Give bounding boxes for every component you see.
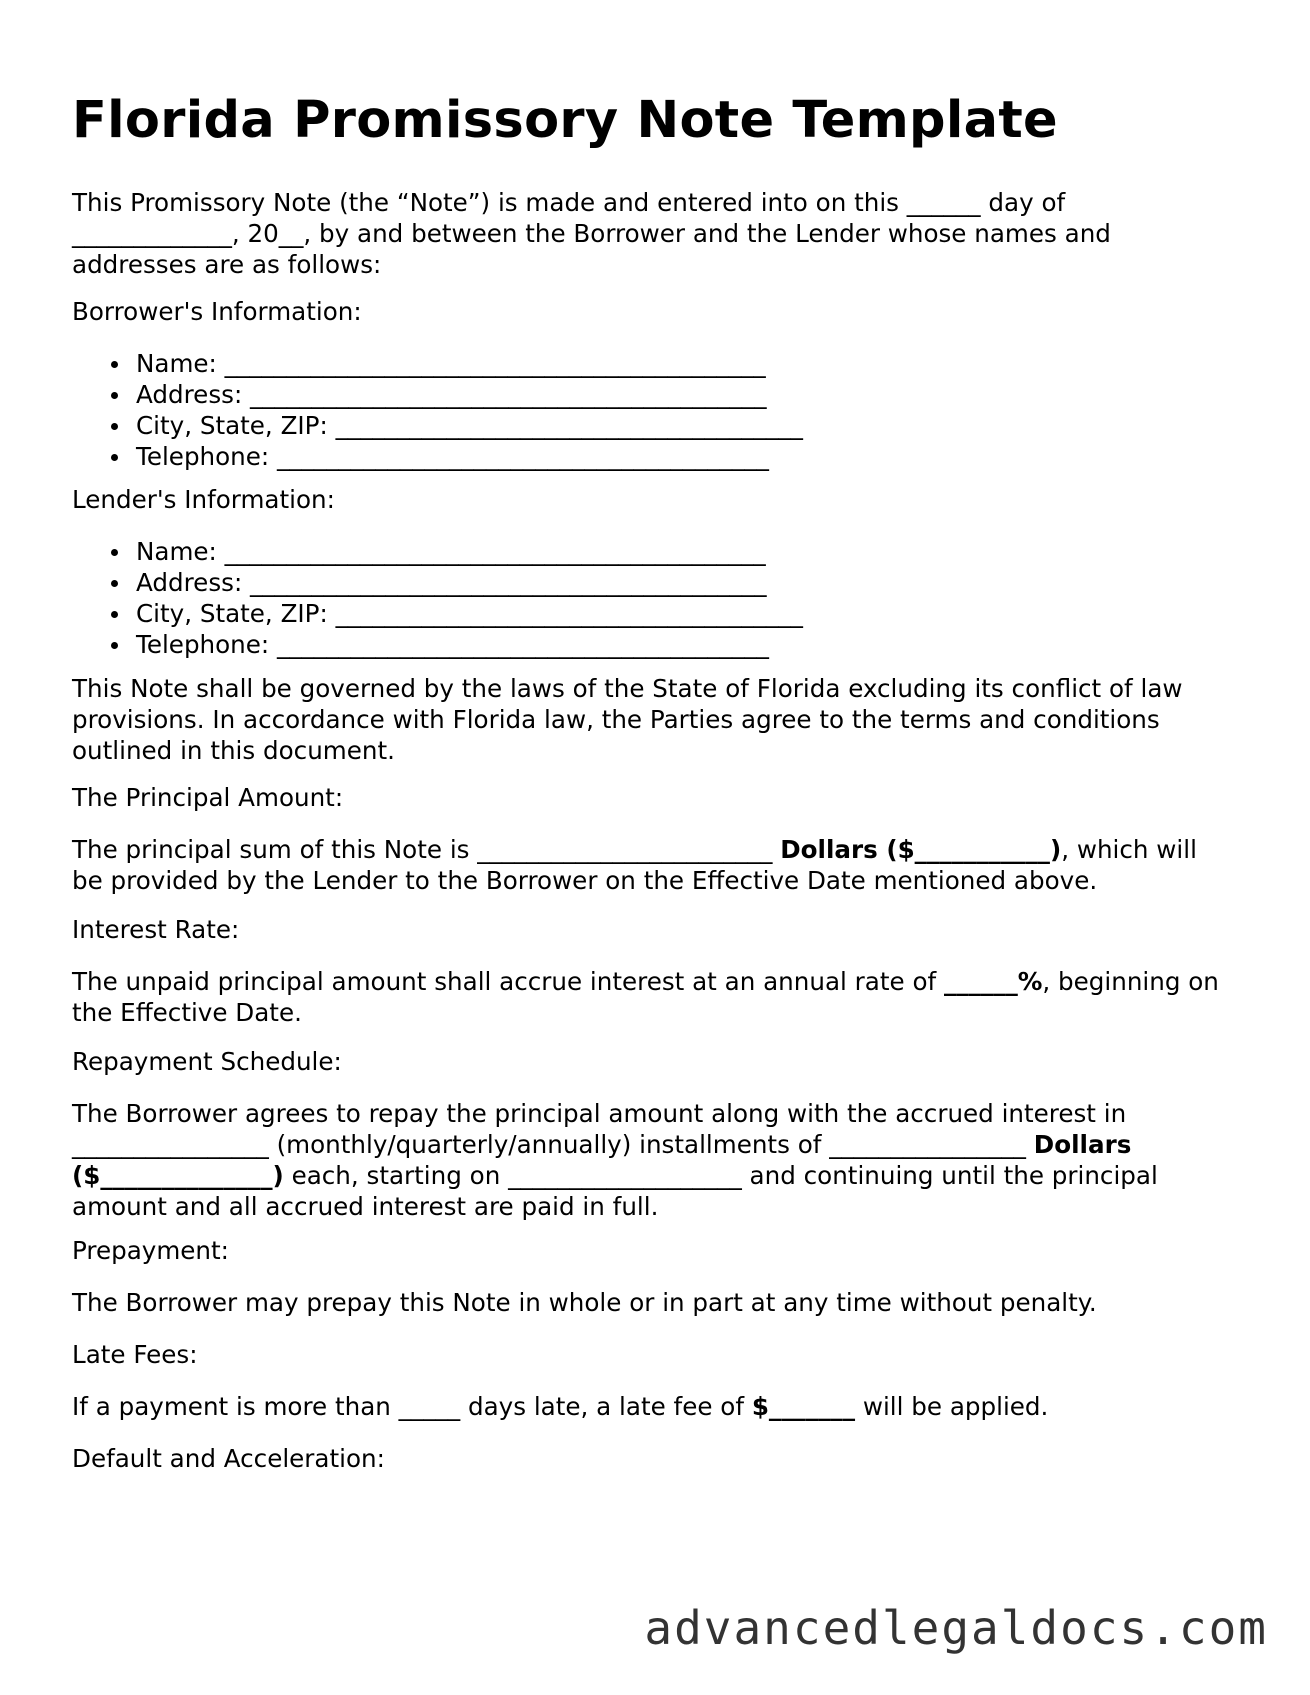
interest-paragraph [72,966,1232,1028]
lender-address-field: Address: __________________________________________ [136,567,803,598]
lender-fields [72,536,803,660]
repayment-text-post: each, starting on ___________________ and continuing until the principal amount and all accrued interest are paid in full. [72,1161,1158,1221]
borrower-name-field: Name: ____________________________________________ [136,348,803,379]
lender-city-field: City, State, ZIP: ______________________________________ [136,599,803,628]
interest-heading: Interest Rate: [72,915,240,944]
repayment-text-bold: Dollars ($______________) [72,1130,1132,1190]
lender-telephone-field: Telephone: ________________________________________ [136,629,803,660]
late-fees-text-post: will be applied. [855,1392,1049,1421]
lender-heading: Lender's Information: [72,485,335,514]
interest-text-bold: ______% [943,967,1043,996]
repayment-heading: Repayment Schedule: [72,1047,342,1076]
default-heading: Default and Acceleration: [72,1444,385,1473]
principal-text-bold: Dollars ($___________) [780,835,1062,864]
borrower-heading: Borrower's Information: [72,297,362,326]
principal-text-pre: The principal sum of this Note is ________________________ [72,835,781,864]
borrower-fields [72,348,803,472]
borrower-telephone-field: Telephone: ________________________________________ [136,441,803,472]
intro-paragraph: This Promissory Note (the “Note”) is made and entered into on this ______ day of _____________, 20__, by and between the Borrower and the Lender whose names and addresses are as follows: [72,188,1111,279]
prepayment-heading: Prepayment: [72,1236,229,1265]
watermark-site-name: advancedlegaldocs.com [644,1601,1268,1655]
principal-paragraph [72,834,1232,896]
interest-text-post: , beginning on the Effective Date. [72,967,1219,1027]
principal-heading: The Principal Amount: [72,783,344,812]
document-title: Florida Promissory Note Template [72,91,1058,150]
repayment-text-pre: The Borrower agrees to repay the principal amount along with the accrued interest in ________________ (monthly/quarterly/annually) installments of ________________ [72,1099,1127,1159]
borrower-address-field: Address: __________________________________________ [136,379,803,410]
lender-name-field: Name: ____________________________________________ [136,536,803,567]
late-fees-text-bold: $_______ [751,1392,856,1421]
borrower-city-field: City, State, ZIP: ______________________________________ [136,411,803,440]
repayment-paragraph [72,1098,1232,1222]
late-fees-heading: Late Fees: [72,1340,198,1369]
prepayment-paragraph: The Borrower may prepay this Note in whole or in part at any time without penalty. [72,1288,1097,1317]
late-fees-paragraph [72,1391,1232,1422]
principal-text-post: , which will be provided by the Lender to the Borrower on the Effective Date mentioned above. [72,835,1197,895]
late-fees-text-pre: If a payment is more than _____ days late, a late fee of [72,1392,752,1421]
interest-text-pre: The unpaid principal amount shall accrue interest at an annual rate of [72,967,944,996]
governing-law-paragraph: This Note shall be governed by the laws of the State of Florida excluding its conflict of law provisions. In accordance with Florida law, the Parties agree to the terms and conditions outlined in this document. [72,674,1183,765]
